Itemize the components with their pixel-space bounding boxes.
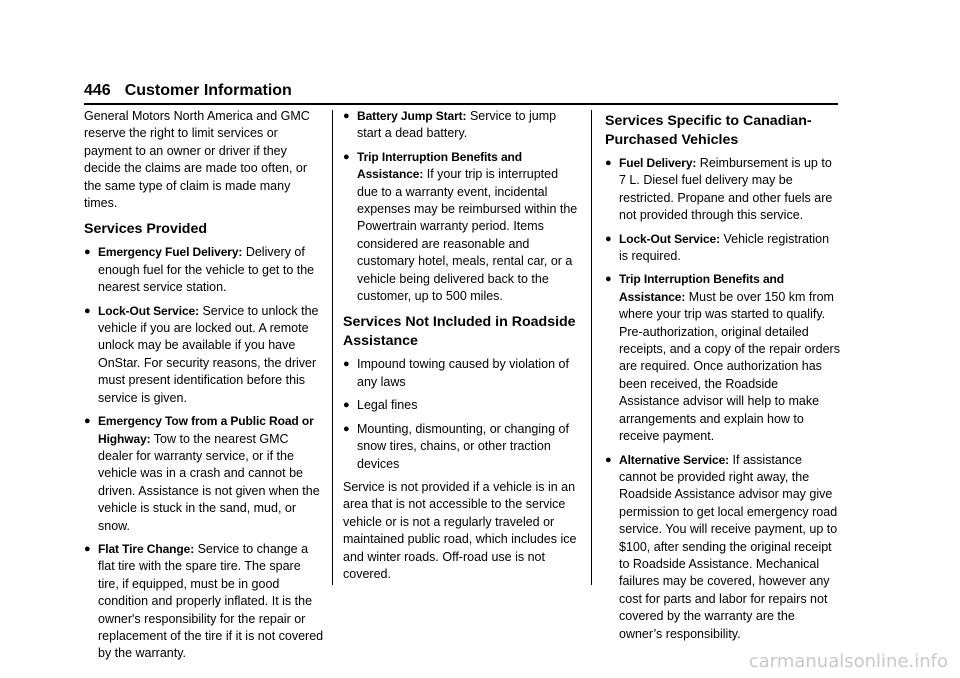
bullet-icon: ● [605, 232, 612, 245]
column-right [605, 104, 841, 649]
closing-paragraph: Service is not provided if a vehicle is in an area that is not accessible to the service vehicle or is not a regularly traveled or maintained public road, which includes ice and winter roads. Off-road use is not covered. [343, 479, 577, 581]
list-item [84, 303, 324, 407]
item-text: If assistance cannot be provided right away, the Roadside Assistance advisor may give permission to get local emergency road service. You will receive payment, up to $100, after sending the original receipt to Roadside Assistance. Mechanical failures may be covered, however any cost for parts and labor for repairs not covered by the warranty are the owner’s responsibility. [619, 452, 838, 641]
list-item [605, 231, 841, 266]
item-text: Impound towing caused by violation of any laws [357, 357, 569, 389]
bullet-icon: ● [343, 150, 350, 163]
bullet-icon: ● [84, 246, 91, 259]
bullet-icon: ● [84, 304, 91, 317]
item-term: Trip Interruption Benefits and Assistance: [357, 149, 523, 182]
item-term: Lock-Out Service: [619, 231, 720, 246]
not-included-heading: Services Not Included in Roadside Assistance [343, 314, 576, 350]
watermark: carmanualsonline.info [748, 651, 948, 672]
canadian-services-list [605, 155, 841, 643]
bullet-icon: ● [605, 157, 612, 169]
item-term: Flat Tire Change: [98, 541, 195, 556]
list-item [84, 413, 324, 535]
bullet-icon: ● [605, 273, 612, 286]
bullet-icon: ● [343, 358, 350, 371]
not-included-list [343, 356, 581, 472]
list-item [343, 356, 581, 391]
column-divider [332, 110, 333, 585]
item-text: Vehicle registration is required. [619, 231, 830, 264]
bullet-icon: ● [343, 110, 350, 122]
item-term: Emergency Tow from a Public Road or Highway: [98, 414, 314, 446]
item-text: Must be over 150 km from where your trip was started to qualify. Pre-authorization, original detailed receipts, and a copy of the repair orders are required. Once authorization has been received, the Roadside Assistance advisor will help to make arrangements and explain how to receive payment. [619, 289, 840, 444]
services-provided-list [84, 244, 324, 662]
intro-paragraph: General Motors North America and GMC reserve the right to limit services or payment to an owner or driver if they decide the claims are made too often, or the same type of claim is made many times. [84, 109, 310, 211]
list-item [84, 541, 324, 663]
column-middle [343, 108, 581, 589]
list-item [343, 421, 581, 473]
list-item [605, 271, 841, 445]
column-left [84, 108, 324, 669]
item-text: If your trip is interrupted due to a warranty event, incidental expenses may be reimbursed within the Powertrain warranty period. Items considered are reasonable and customary hotel, meals, rental car, or a vehicle being delivered back to the customer, up to 500 miles. [357, 167, 578, 304]
list-item [343, 149, 581, 306]
list-item [343, 108, 581, 143]
item-term: Fuel Delivery: [619, 156, 697, 170]
item-term: Trip Interruption Benefits and Assistance: [619, 272, 785, 304]
item-text: Mounting, dismounting, or changing of snow tires, chains, or other traction devices [357, 421, 569, 471]
item-term: Alternative Service: [619, 452, 730, 467]
item-term: Lock-Out Service: [98, 303, 199, 318]
list-item [343, 397, 581, 414]
item-term: Emergency Fuel Delivery: [98, 245, 243, 260]
item-text: Service to change a flat tire with the spare tire. The spare tire, if equipped, must be in good condition and properly inflated. It is the owner's responsibility for the repair or replacement of the tire if it is not covered by the warranty. [98, 541, 324, 661]
item-term: Battery Jump Start: [357, 109, 467, 123]
list-item [605, 452, 841, 643]
item-text: Service to jump start a dead battery. [357, 109, 557, 141]
item-text: Legal fines [357, 398, 418, 413]
bullet-icon: ● [343, 399, 350, 412]
bullet-icon: ● [84, 415, 91, 428]
item-text: Tow to the nearest GMC dealer for warranty service, or if the vehicle was in a crash and cannot be driven. Assistance is not given when the vehicle is stuck in the sand, mud, or snow. [98, 431, 320, 533]
list-item [84, 244, 324, 296]
list-item [605, 155, 841, 225]
bullet-icon: ● [84, 542, 91, 555]
canadian-services-heading: Services Specific to Canadian-Purchased Vehicles [605, 113, 812, 148]
bullet-icon: ● [605, 453, 612, 466]
item-text: Service to unlock the vehicle if you are locked out. A remote unlock may be available if you have OnStar. For security reasons, the driver must present identification before this service is given. [98, 303, 319, 405]
page-number: 446 [84, 82, 111, 99]
section-title: Customer Information [124, 82, 292, 99]
services-provided-heading: Services Provided [84, 221, 208, 238]
services-provided-list-continued [343, 108, 581, 305]
item-text: Reimbursement is up to 7 L. Diesel fuel delivery may be restricted. Propane and other fuels are not provided through this service. [619, 156, 833, 223]
bullet-icon: ● [343, 422, 350, 435]
page-header [84, 82, 838, 104]
column-divider [591, 110, 592, 585]
item-text: Delivery of enough fuel for the vehicle to get to the nearest service station. [98, 245, 315, 295]
